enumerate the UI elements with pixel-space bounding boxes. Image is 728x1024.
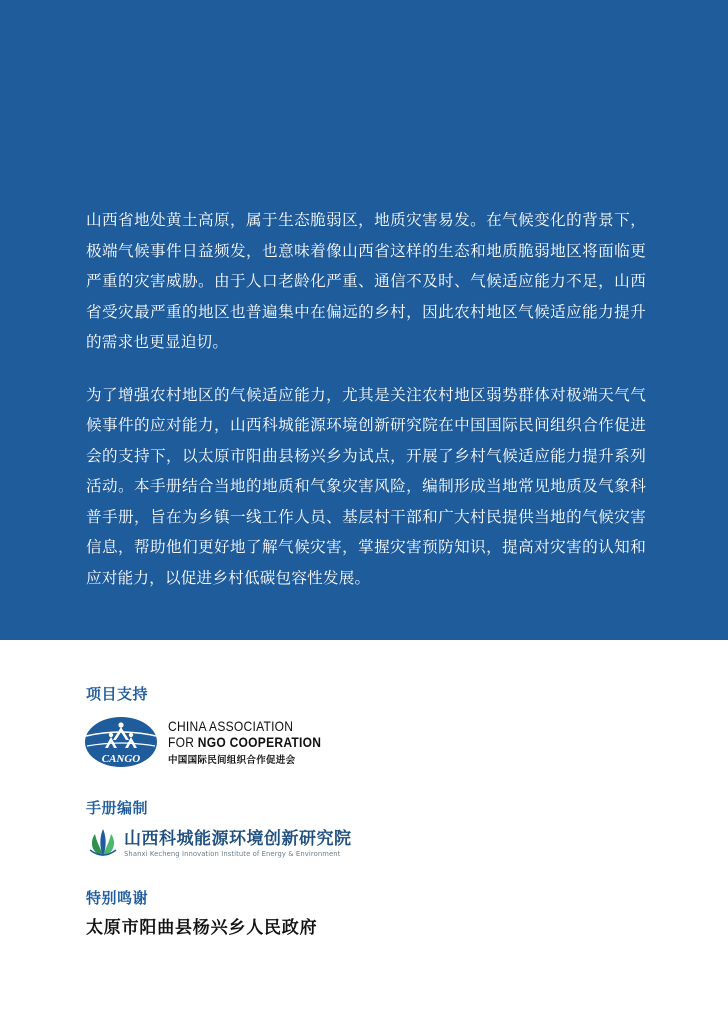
institute-name-en: Shanxi Kecheng Innovation Institute of Energy & Environment [124, 849, 341, 858]
cango-name-en-prefix: FOR [168, 734, 198, 750]
cango-name-cn: 中国国际民间组织合作促进会 [168, 755, 296, 766]
thanks-organization: 太原市阳曲县杨兴乡人民政府 [86, 918, 318, 938]
cango-emblem-text: CANGO [101, 753, 141, 765]
intro-paragraph-1: 山西省地处黄土高原，属于生态脆弱区，地质灾害易发。在气候变化的背景下，极端气候事件日益频发，也意味着像山西省这样的生态和地质脆弱地区将面临更严重的灾害威胁。由于人口老龄化严重、通信不及时、气候适应能力不足，山西省受灾最严重的地区也普遍集中在偏远的乡村，因此农村地区气候适应能力提升的需求也更显迫切。 [86, 211, 646, 351]
cango-name-en-bold: NGO COOPERATION [197, 734, 322, 750]
institute-logo [86, 826, 352, 860]
support-label: 项目支持 [86, 685, 149, 703]
cango-name-en-line1: CHINA ASSOCIATION [168, 718, 294, 734]
editor-label: 手册编制 [86, 799, 149, 817]
institute-name-cn: 山西科城能源环境创新研究院 [124, 828, 352, 849]
cango-emblem-icon [84, 716, 158, 768]
leaf-emblem-icon [86, 826, 120, 860]
intro-paragraph-2: 为了增强农村地区的气候适应能力，尤其是关注农村地区弱势群体对极端天气气候事件的应对能力，山西科城能源环境创新研究院在中国国际民间组织合作促进会的支持下，以太原市阳曲县杨兴乡为试点，开展了乡村气候适应能力提升系列活动。本手册结合当地的地质和气象灾害风险，编制形成当地常见地质及气象科普手册，旨在为乡镇一线工作人员、基层村干部和广大村民提供当地的气候灾害信息，帮助他们更好地了解气候灾害，掌握灾害预防知识，提高对灾害的认知和应对能力，以促进乡村低碳包容性发展。 [86, 385, 646, 587]
intro-text [86, 205, 646, 593]
cango-logo [84, 716, 346, 768]
thanks-label: 特别鸣谢 [86, 889, 149, 907]
